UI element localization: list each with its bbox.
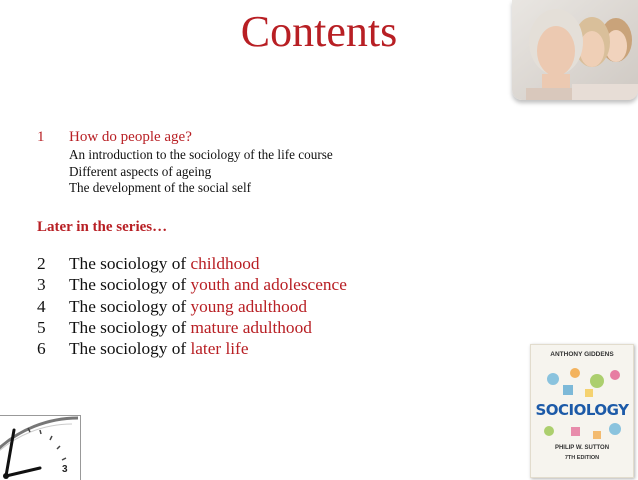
- series-prefix: The sociology of: [69, 254, 191, 273]
- section-number: 1: [37, 129, 45, 145]
- book-coauthor: PHILIP W. SUTTON: [554, 445, 610, 451]
- clock-icon: [0, 415, 81, 480]
- section-heading: [37, 127, 507, 147]
- book-title: SOCIOLOGY: [535, 401, 629, 419]
- page-title: Contents: [240, 7, 398, 56]
- series-item: [37, 296, 507, 317]
- series-item: [37, 274, 507, 295]
- series-number: 5: [37, 317, 46, 337]
- series-prefix: The sociology of: [69, 275, 191, 295]
- women-portrait-image: [512, 0, 638, 100]
- series-topic: later life: [190, 339, 249, 359]
- series-prefix: The sociology of: [69, 317, 191, 337]
- book-author: ANTHONY GIDDENS: [550, 351, 614, 358]
- book-cover-image: [530, 344, 634, 478]
- svg-text:3: 3: [62, 464, 68, 475]
- series-list: [37, 253, 507, 359]
- series-number: 2: [37, 254, 46, 273]
- series-topic: mature adulthood: [190, 317, 312, 337]
- series-number: 4: [37, 296, 46, 316]
- section-title: How do people age?: [69, 129, 192, 145]
- series-number: 3: [37, 275, 46, 295]
- subtopic: Different aspects of ageing: [69, 163, 212, 179]
- series-item: [37, 253, 507, 274]
- later-heading: Later in the series…: [37, 219, 168, 235]
- series-number: 6: [37, 339, 46, 359]
- contents-section: [37, 127, 507, 197]
- series-item: [37, 317, 507, 338]
- series-item: [37, 338, 507, 359]
- series-topic: youth and adolescence: [190, 275, 347, 295]
- subtopic: The development of the social self: [69, 180, 251, 196]
- series-topic: young adulthood: [190, 296, 308, 316]
- subtopic: An introduction to the sociology of the life course: [69, 147, 333, 162]
- series-prefix: The sociology of: [69, 339, 191, 359]
- book-edition: 7TH EDITION: [564, 455, 600, 461]
- series-prefix: The sociology of: [69, 296, 191, 316]
- series-topic: childhood: [190, 254, 260, 273]
